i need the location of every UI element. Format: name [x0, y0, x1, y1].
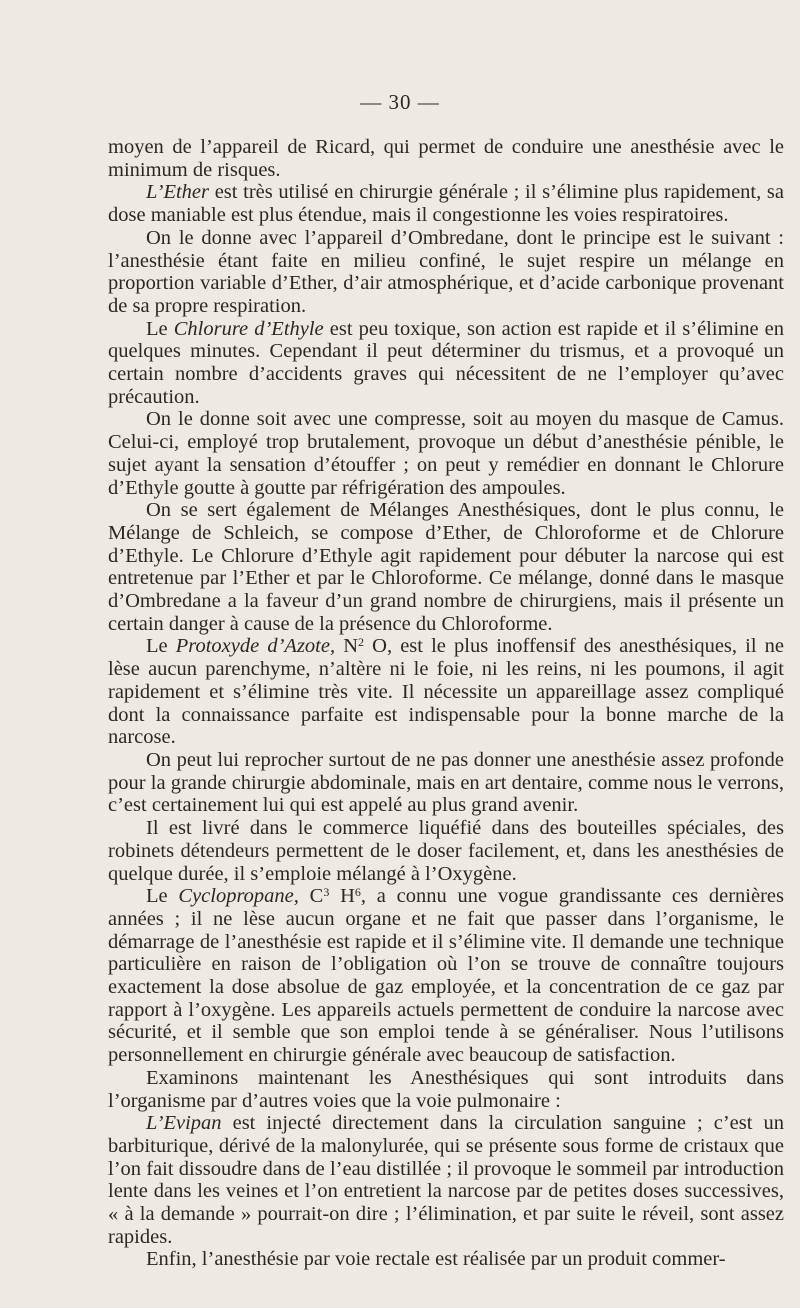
- text-run: Il est livré dans le commerce liquéfié dans des bouteilles spéciales, des robinets détendeurs permettent de le doser facilement, et, dans les anesthésies de quelque durée, il s’emploie mélangé à l’Oxygène.: [108, 817, 784, 885]
- text-run: Le: [146, 317, 174, 340]
- text-run: Enfin, l’anesthésie par voie rectale est réalisée par un produit commer-: [146, 1248, 726, 1271]
- text-run: Le: [146, 635, 176, 658]
- text-run: C: [298, 885, 324, 908]
- superscript: 6: [354, 885, 361, 900]
- italic-term: L’Ether: [146, 181, 210, 204]
- text-run: moyen de l’appareil de Ricard, qui permet de conduire une anesthésie avec le minimum de risques.: [108, 136, 784, 181]
- paragraph: [108, 1248, 784, 1271]
- text-run: On peut lui reprocher surtout de ne pas donner une anesthésie assez profonde pour la grande chirurgie abdominale, mais en art dentaire, comme nous le verrons, c’est certainement lui qui est appelé au plus grand avenir.: [108, 748, 784, 817]
- paragraph: [108, 1067, 784, 1112]
- italic-term: L’Evipan: [146, 1112, 222, 1135]
- paragraph: [108, 1112, 784, 1248]
- text-run: Le: [146, 885, 179, 908]
- text-run: est peu toxique, son action est rapide et il s’élimine en quelques minutes. Cependant il peut déterminer du trismus, et a provoqué un certain nombre d’accidents graves qui nécessitent de ne l’employer qu’avec précaution.: [108, 317, 785, 408]
- page-number: — 30 —: [360, 90, 440, 114]
- italic-term: Chlorure d’Ethyle: [173, 317, 324, 340]
- paragraph: [108, 817, 784, 885]
- superscript: 2: [358, 635, 365, 650]
- text-run: est injecté directement dans la circulation sanguine ; c’est un barbiturique, dérivé de la malonylurée, qui se présente sous forme de cristaux que l’on fait dissoudre dans de l’eau distillée ; il provoque le sommeil par introduction lente dans les veines et l’on entretient la narcose par de petites doses successives, « à la demande » pourrait-on dire ; l’élimination, et par suite le réveil, sont assez rapides.: [108, 1112, 784, 1248]
- paragraph: [108, 635, 784, 749]
- text-run: , a connu une vogue grandissante ces dernières années ; il ne lèse aucun organe et ne fait que passer dans l’organisme, le démarrage de l’anesthésie est rapide et il s’élimine vite. Il demande une technique particulière en raison de l’obligation où l’on se trouve de connaître toujours exactement la dose absolue de gaz employée, et la concentration de ce gaz par rapport à l’oxygène. Les appareils actuels permettent de conduire la narcose avec sécurité, et il semble que son emploi tende à se généraliser. Nous l’utilisons personnellement en chirurgie générale avec beaucoup de satisfaction.: [108, 885, 784, 1067]
- text-run: On se sert également de Mélanges Anesthésiques, dont le plus connu, le Mélange de Schleich, se compose d’Ether, de Chloroforme et de Chlorure d’Ethyle. Le Chlorure d’Ethyle agit rapidement pour débuter la narcose qui est entretenue par l’Ether et par le Chloroforme. Ce mélange, donné dans le masque d’Ombredane a la faveur d’un grand nombre de chirurgiens, mais il présente un certain danger à cause de la présence du Chloroforme.: [108, 499, 784, 635]
- paragraph: [108, 749, 784, 817]
- paragraph: [108, 408, 784, 499]
- paragraph: [108, 136, 784, 181]
- text-run: O, est le plus inoffensif des anesthésiques, il ne lèse aucun parenchyme, n’altère ni le foie, ni les reins, ni les poumons, il agit rapidement et s’élimine très vite. Il nécessite un appareillage assez compliqué dont la connaissance parfaite est indispensable pour la bonne marche de la narcose.: [108, 635, 784, 749]
- paragraph: [108, 318, 784, 409]
- body-text: [108, 136, 784, 1271]
- superscript: 3: [323, 885, 330, 900]
- italic-term: Cyclopropane,: [178, 885, 299, 908]
- text-run: On le donne avec l’appareil d’Ombredane, dont le principe est le suivant : l’anesthésie étant faite en milieu confiné, le sujet respire un mélange en proportion variable d’Ether, d’air atmosphérique, et d’acide carbonique provenant de sa propre respiration.: [108, 226, 784, 317]
- paragraph: [108, 227, 784, 318]
- paragraph: [108, 885, 784, 1067]
- text-run: On le donne soit avec une compresse, soit au moyen du masque de Camus. Celui-ci, employé trop brutalement, provoque un début d’anesthésie pénible, le sujet ayant la sensation d’étouffer ; on peut y remédier en donnant le Chlorure d’Ethyle goutte à goutte par réfrigération des ampoules.: [108, 408, 784, 499]
- text-run: Examinons maintenant les Anesthésiques qui sont introduits dans l’organisme par d’autres voies que la voie pulmonaire :: [108, 1066, 784, 1112]
- text-run: N: [335, 635, 359, 658]
- paragraph: [108, 499, 784, 635]
- text-run: H: [329, 885, 355, 908]
- text-run: est très utilisé en chirurgie générale ; il s’élimine plus rapidement, sa dose maniable est plus étendue, mais il congestionne les voies respiratoires.: [108, 181, 784, 227]
- paragraph: [108, 181, 784, 226]
- italic-term: Protoxyde d’Azote,: [175, 635, 336, 658]
